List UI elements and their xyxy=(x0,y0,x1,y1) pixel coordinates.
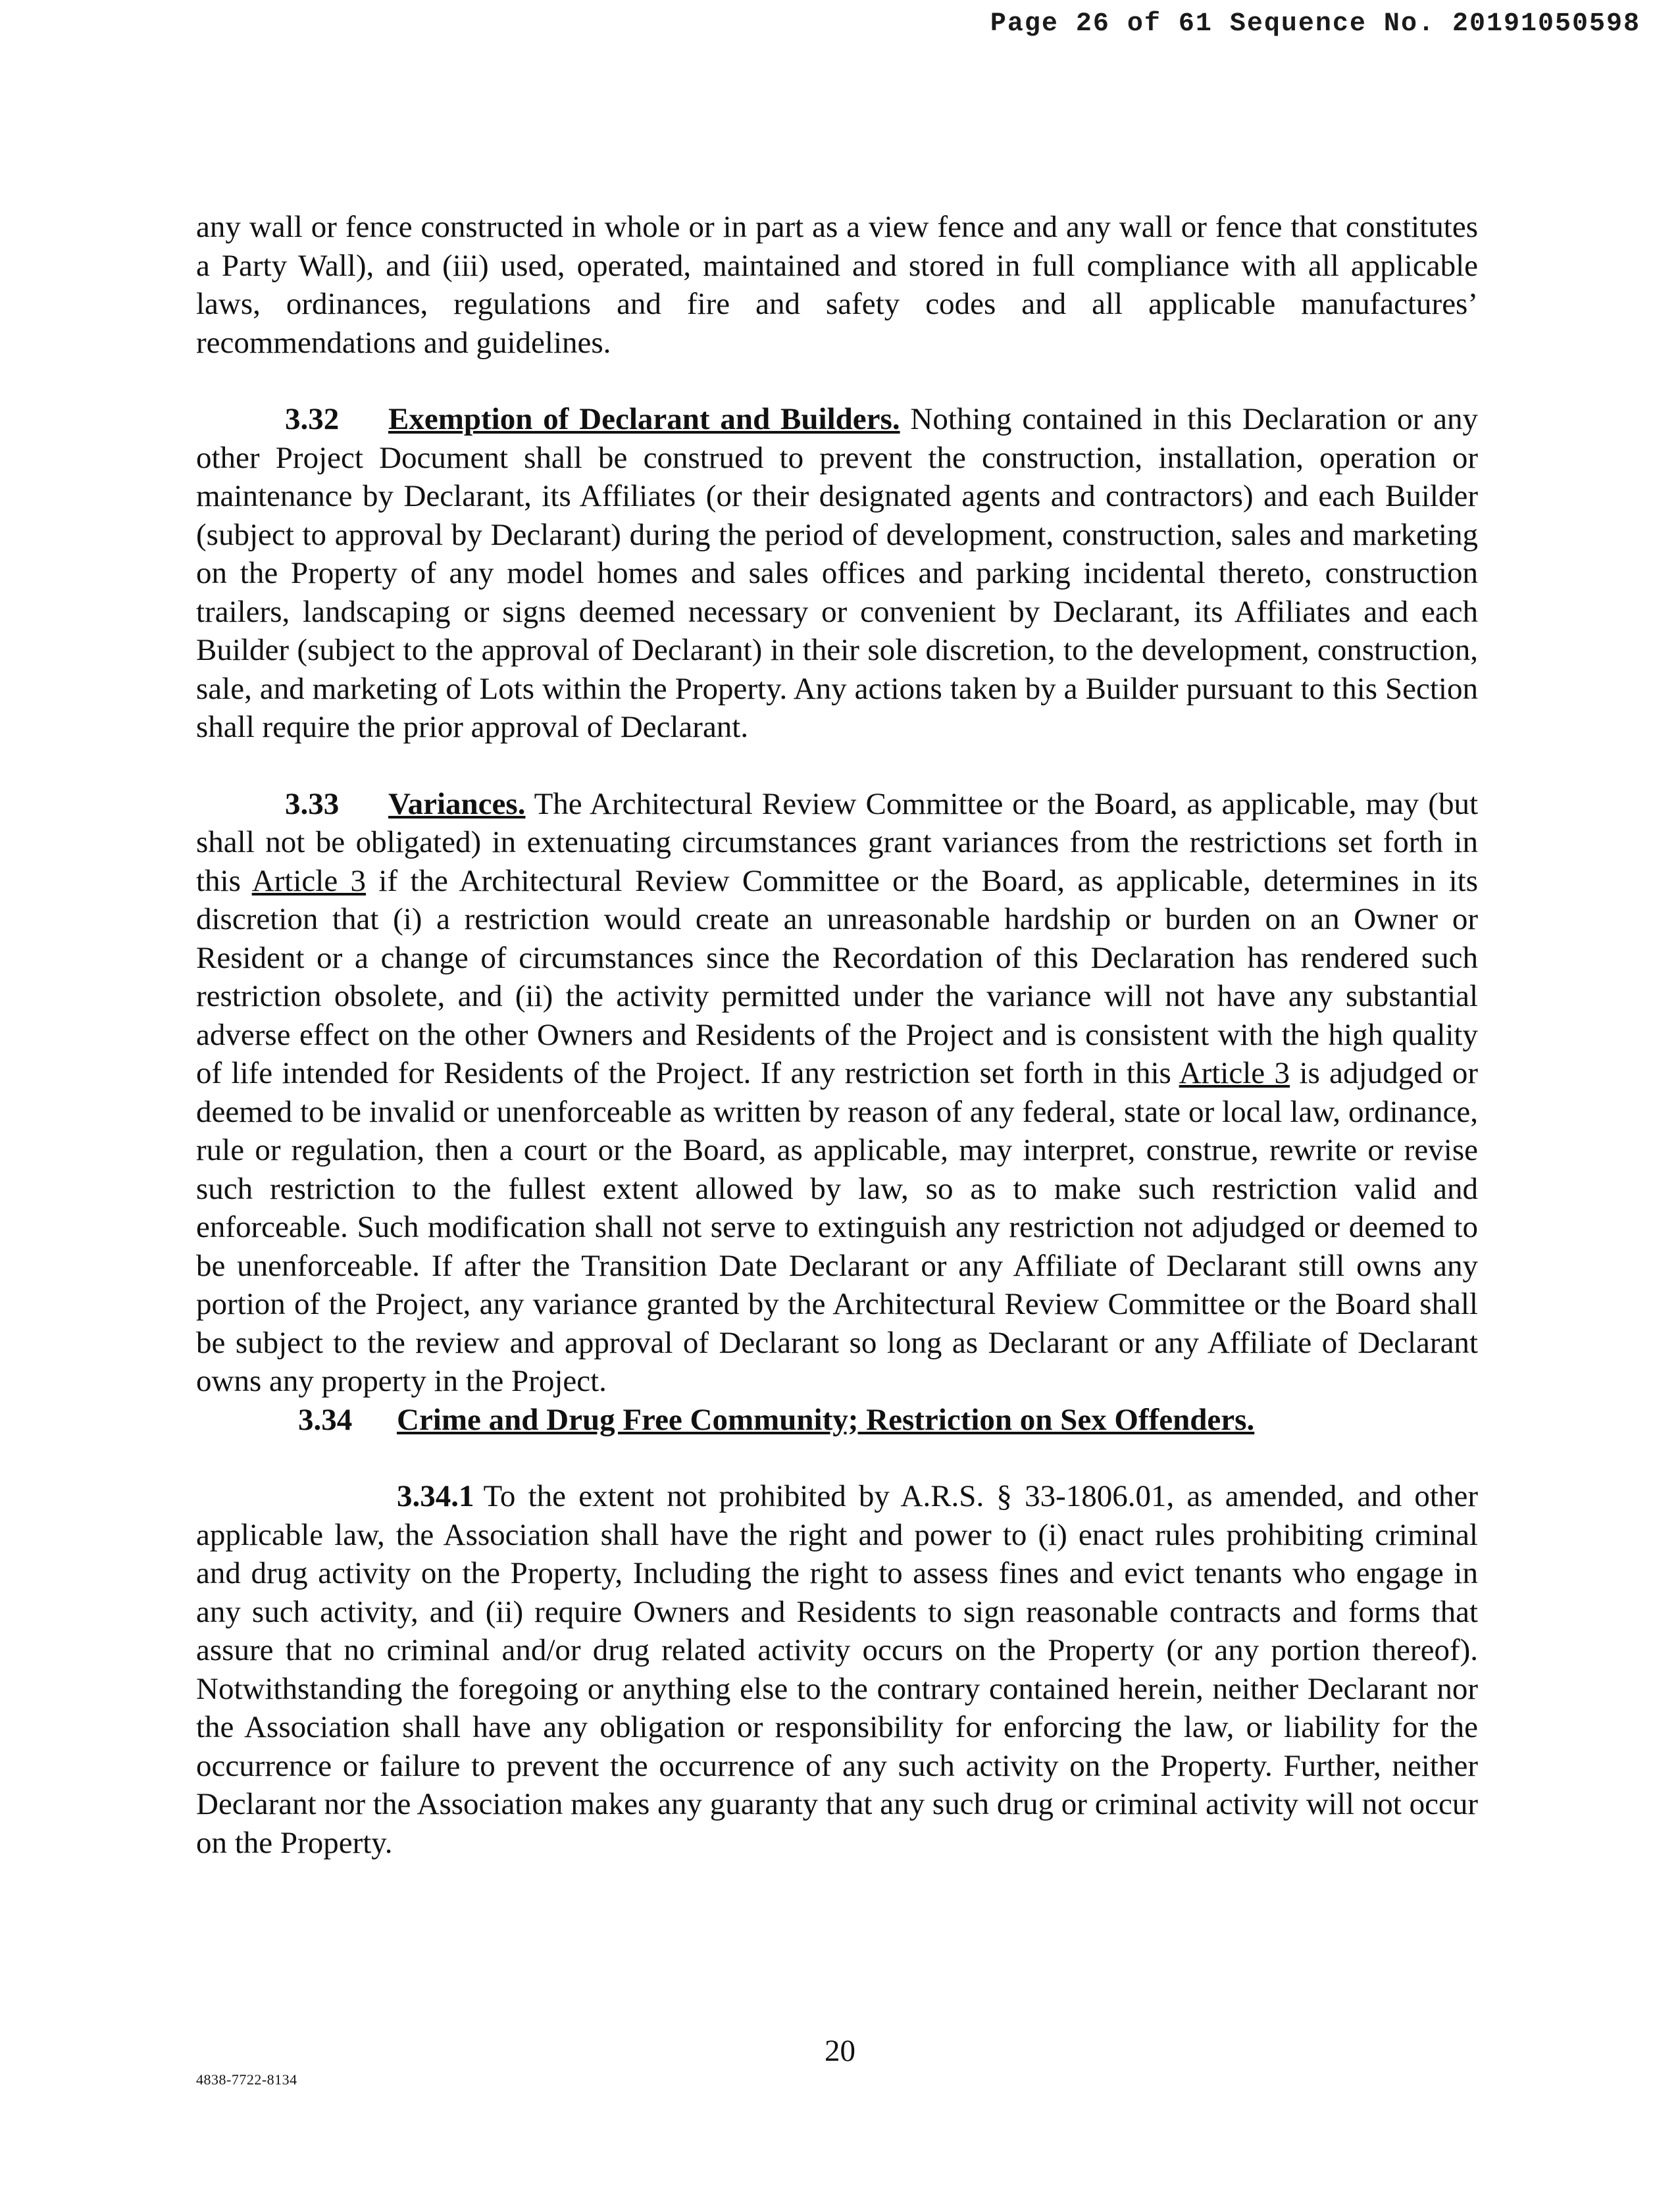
document-id: 4838-7722-8134 xyxy=(196,2071,297,2088)
section-3-34-heading xyxy=(196,1401,1478,1440)
article-reference: Article 3 xyxy=(1179,1056,1290,1090)
section-title: Variances. xyxy=(388,786,526,821)
subsection-number: 3.34.1 xyxy=(397,1479,474,1513)
body-text xyxy=(196,208,1478,1862)
section-title: Exemption of Declarant and Builders. xyxy=(388,402,900,436)
section-number: 3.32 xyxy=(285,402,340,436)
section-body-text: Nothing contained in this Declaration or any other Project Document shall be construed to prevent the construction, installation, operation or maintenance by Declarant, its Affiliates (or their designated agents and contractors) and each Builder (subject to approval by Declarant) during the period of development, construction, sales and marketing on the Property of any model homes and sales offices and parking incidental thereto, construction trailers, landscaping or signs deemed necessary or convenient by Declarant, its Affiliates and each Builder (subject to the approval of Declarant) in their sole discretion, to the development, construction, sale, and marketing of Lots within the Property. Any actions taken by a Builder pursuant to this Section shall require the prior approval of Declarant. xyxy=(196,402,1478,744)
continuation-paragraph: any wall or fence constructed in whole or in part as a view fence and any wall or fence that constitutes a Party Wall), and (iii) used, operated, maintained and stored in full compliance with all applicable laws, ordinances, regulations and fire and safety codes and all applicable manufactures’ recommendations and guidelines. xyxy=(196,210,1478,360)
section-3-34-1-paragraph xyxy=(196,1477,1478,1862)
section-body-text: The Architectural Review Committee or the Board, as applicable, may (but shall not be obligated) in extenuating circumstances grant variances from the restrictions set forth in this xyxy=(196,786,1478,898)
section-body-text: is adjudged or deemed to be invalid or unenforceable as written by reason of any federal, state or local law, ordinance, rule or regulation, then a court or the Board, as applicable, may interpret, construe, rewrite or revise such restriction to the fullest extent allowed by law, so as to make such restriction valid and enforceable. Such modification shall not serve to extinguish any restriction not adjudged or deemed to be unenforceable. If after the Transition Date Declarant or any Affiliate of Declarant still owns any portion of the Project, any variance granted by the Architectural Review Committee or the Board shall be subject to the review and approval of Declarant so long as Declarant or any Affiliate of Declarant owns any property in the Project. xyxy=(196,1056,1478,1398)
section-3-32-paragraph xyxy=(196,400,1478,747)
section-title: Crime and Drug Free Community; Restriction on Sex Offenders. xyxy=(397,1402,1255,1437)
section-number: 3.33 xyxy=(285,786,340,821)
article-reference: Article 3 xyxy=(251,863,367,898)
section-body-text: if the Architectural Review Committee or the Board, as applicable, determines in its discretion that (i) a restriction would create an unreasonable hardship or burden on an Owner or Resident or a change of circumstances since the Recordation of this Declaration has rendered such restriction obsolete, and (ii) the activity permitted under the variance will not have any substantial adverse effect on the other Owners and Residents of the Project and is consistent with the high quality of life intended for Residents of the Project. If any restriction set forth in this xyxy=(196,863,1478,1090)
section-number: 3.34 xyxy=(298,1402,353,1437)
recording-header: Page 26 of 61 Sequence No. 20191050598 xyxy=(990,9,1641,39)
page-number: 20 xyxy=(825,2034,855,2068)
section-body-text: To the extent not prohibited by A.R.S. § 33-1806.01, as amended, and other applicable law, the Association shall have the right and power to (i) enact rules prohibiting criminal and drug activity on the Property, Including the right to assess fines and evict tenants who engage in any such activity, and (ii) require Owners and Residents to sign reasonable contracts and forms that assure that no criminal and/or drug related activity occurs on the Property (or any portion thereof). Notwithstanding the foregoing or anything else to the contrary contained herein, neither Declarant nor the Association shall have any obligation or responsibility for enforcing the law, or liability for the occurrence or failure to prevent the occurrence of any such activity on the Property. Further, neither Declarant nor the Association makes any guaranty that any such drug or criminal activity will not occur on the Property. xyxy=(196,1479,1478,1860)
section-3-33-paragraph xyxy=(196,785,1478,1401)
